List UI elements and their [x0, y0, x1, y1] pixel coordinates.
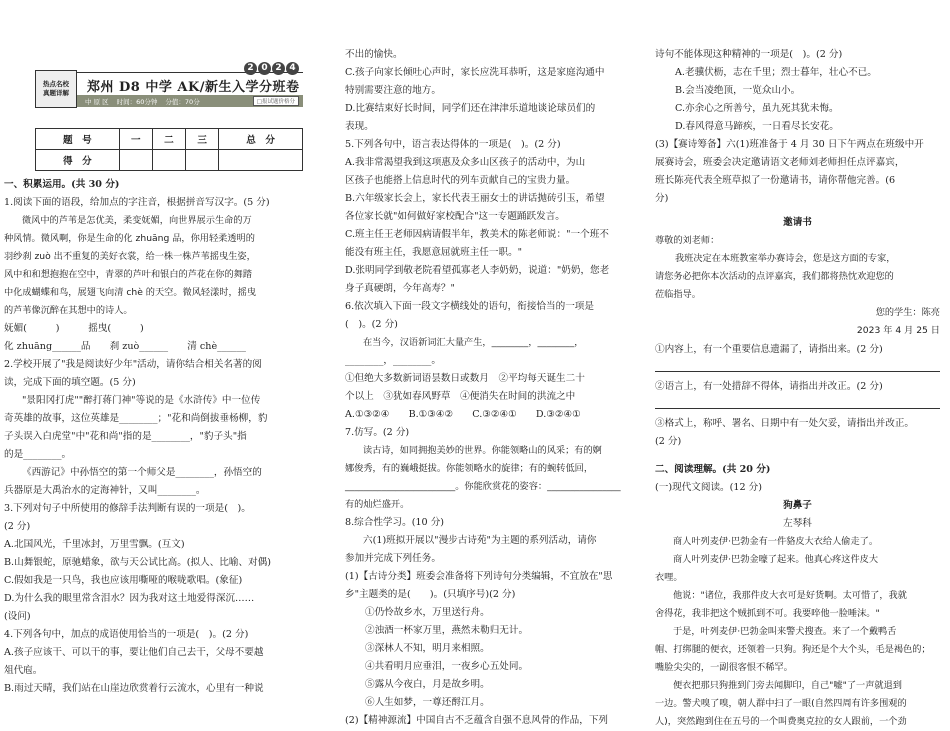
story-paragraph-line: 他说："诸位，我那件皮大衣可是好货啊。太可惜了，我就: [673, 590, 907, 601]
year-digit: 0: [258, 62, 271, 75]
text-line: ③深林人不知，明月来相照。: [365, 643, 490, 654]
text-line: 班长陈亮代表全班草拟了一份邀请书，请你帮他完善。(6: [655, 175, 896, 186]
text-line: C.孩子向家长倾吐心声时，家长应洗耳恭听，这是家庭沟通中: [345, 67, 605, 78]
text-line: 7.仿写。(2 分): [345, 427, 410, 438]
text-line: ②浊酒一杯家万里，燕然未勒归无计。: [365, 625, 529, 636]
text-line: 2.学校开展了"我是阅读好少年"活动，请你结合相关名著的阅: [4, 359, 262, 370]
exam-region: 中 原 区: [85, 97, 109, 106]
text-line: 有的灿烂盛开。: [345, 499, 410, 510]
column-2: [345, 0, 630, 726]
text-line: C.亦余心之所善兮，虽九死其犹未悔。: [675, 103, 839, 114]
story-paragraph-line: 于是，叶列麦伊·巴勃金叫来警犬搜查。来了一个戴鸭舌: [673, 626, 897, 637]
year-digit: 4: [286, 62, 299, 75]
text-line: ⑥人生如梦，一尊还酹江月。: [365, 697, 490, 708]
story-paragraph-line: 商人叶列麦伊·巴勃金嚎了起来。他真心疼这件皮大: [673, 554, 879, 565]
text-line: 子头误入白虎堂"中"花和尚"指的是________，"豹子头"指: [4, 431, 247, 442]
left-box-line: 热点名校: [43, 80, 69, 88]
text-line: (2 分): [4, 521, 31, 532]
story-paragraph-line: 人)，突然跑到住在五号的一个叫费奥克拉的女人跟前，一个劲: [655, 716, 907, 727]
text-line: 乡"主题类的是( )。(只填序号)(2 分): [345, 589, 516, 600]
text-line: 娜俊秀，有的巍峨挺拔。你能领略水的旋律；有的蜿转低回，: [345, 463, 594, 474]
question-line: ③格式上，称呼、署名、日期中有一处欠妥，请指出并改正。: [655, 418, 915, 429]
subsection-heading: (一)现代文阅读。(12 分): [655, 482, 762, 493]
text-line: 分): [655, 193, 669, 204]
text-line: 展赛诗会，班委会决定邀请语文老师刘老师担任点评嘉宾，: [655, 157, 905, 168]
text-line: A.①③②④ B.①③④② C.③②④① D.③②④①: [345, 409, 581, 420]
text-line: 的是________。: [4, 449, 72, 460]
text-line: 风中和和想抱抱在空中，青翠的芦叶和银白的芦花在你的舞踏: [4, 269, 253, 280]
exam-time: 时间：60分钟: [116, 97, 158, 106]
text-line: 兵器原是大禹治水的定海神针，又叫________。: [4, 485, 206, 496]
question-line: ①内容上，有一个重要信息遗漏了，请指出来。(2 分): [655, 344, 883, 355]
story-paragraph-line: 便衣把那只狗推到门旁去闻脚印，自己"嘘"了一声就退到: [673, 680, 902, 691]
text-line: A.我非常渴望我到这项惠及众多山区孩子的活动中，为山: [345, 157, 586, 168]
story-paragraph-line: 商人叶列麦伊·巴勃金有一件貉皮大衣给人偷走了。: [673, 536, 879, 547]
year-digit: 2: [244, 62, 257, 75]
text-line: 化 zhuāng______品 刹 zuò______ 清 chè______: [4, 341, 246, 352]
year-digit: 2: [272, 62, 285, 75]
column-1: [4, 0, 320, 694]
text-line: 微风中的芦苇是怎优美，柔变妩媚，向世界展示生命的万: [22, 215, 252, 226]
text-line: 各位家长就"如何做好家校配合"这一专题踊跃发言。: [345, 211, 565, 222]
text-line: (设问): [4, 611, 31, 622]
text-line: 奇英雄的故事，这位英雄是________；"花和尚倒拔垂杨柳，豹: [4, 413, 268, 424]
story-author: 左琴科: [783, 518, 812, 529]
text-line: 诗句不能体现这种精神的一项是( )。(2 分): [655, 49, 843, 60]
score-header-cell: 题 号: [36, 129, 120, 150]
text-line: D.比赛结束好长时间，同学们还在津津乐道地谈论球员们的: [345, 103, 596, 114]
text-line: 读古诗，如同拥抱美妙的世界。你能领略山的风采；有的婀: [363, 445, 602, 456]
text-line: 不出的愉快。: [345, 49, 403, 60]
column-3: [655, 0, 940, 727]
story-title: 狗鼻子: [783, 500, 812, 511]
text-line: B.六年级家长会上，家长代表王丽女士的讲话抛砖引玉，希望: [345, 193, 605, 204]
text-line: ( )。(2 分): [345, 319, 398, 330]
score-header-cell: 三: [186, 129, 219, 150]
text-line: "景阳冈打虎""醉打蒋门神"等说的是《水浒传》中一位传: [22, 395, 261, 406]
text-line: 4.下列各句中，加点的成语使用恰当的一项是( )。(2 分): [4, 629, 249, 640]
text-line: 表现。: [345, 121, 374, 132]
letter-date: 2023 年 4 月 25 日: [856, 325, 940, 336]
text-line: 妩媚( ) 摇曳( ): [4, 323, 144, 334]
text-line: A.老骥伏枥，志在千里；烈士暮年，壮心不已。: [675, 67, 877, 78]
text-line: 5.下列各句中，语言表达得体的一项是( )。(2 分): [345, 139, 561, 150]
score-header-cell: 总 分: [219, 129, 303, 150]
text-line: 中化成蝴蝶和鸟，展翅飞向清 chè 的天空。微风轻漾时，摇曳: [4, 287, 257, 298]
story-paragraph-line: 衣哩。: [655, 572, 683, 583]
text-line: 身子真硬朗，今年高寿？": [345, 283, 455, 294]
text-line: 8.综合性学习。(10 分): [345, 517, 445, 528]
score-header-cell: 二: [152, 129, 185, 150]
answer-line[interactable]: [655, 396, 940, 409]
letter-questions: [655, 341, 940, 731]
text-line: (2)【精神源流】中国自古不乏蕴含自强不息风骨的作品，下列: [345, 715, 609, 726]
story-paragraph-line: 一边。警犬嗅了嗅，朝人群中扫了一眼(自然四周有许多围观的: [655, 698, 907, 709]
text-line: 俎代庖。: [4, 665, 43, 676]
text-line: (1)【古诗分类】班委会准备将下列诗句分类编辑，不宜放在"思: [345, 571, 613, 582]
text-line: D.春风得意马蹄疾，一日看尽长安花。: [675, 121, 839, 132]
text-line: C.班主任王老师因病请假半年，教美术的陈老师说："一个班不: [345, 229, 609, 240]
text-line: ________，________。: [345, 355, 441, 366]
text-line: 特别需要注意的地方。: [345, 85, 441, 96]
letter-body-line: 请您务必把你本次活动的点评嘉宾，我们都将热忱欢迎您的: [655, 271, 894, 282]
story-paragraph-line: 嘴脸尖尖的，一副很客恨不稀罕。: [655, 662, 793, 673]
answer-line[interactable]: [655, 359, 940, 372]
question-line: (2 分): [655, 436, 682, 447]
text-line: A.孩子应该干、可以干的事，要让他们自己去干，父母不要越: [4, 647, 264, 658]
text-line: 3.下列对句子中所使用的修辞手法判断有误的一项是( )。: [4, 503, 251, 514]
question-line: ②语言上，有一处措辞不得体，请指出并改正。(2 分): [655, 381, 883, 392]
exam-tag: □报试题价格分: [253, 96, 299, 106]
exam-score: 分值：70分: [165, 97, 200, 106]
exam-title: 郑州 D8 中学 AK/新生入学分班卷: [87, 80, 300, 95]
text-line: B.山舞银蛇，原驰蜡象，欲与天公试比高。(拟人、比喻、对偶): [4, 557, 272, 568]
text-line: ________________________。你能欣赏花的姿容：________________: [345, 481, 621, 492]
text-line: 读，完成下面的填空题。(5 分): [4, 377, 136, 388]
text-line: A.北国风光，千里冰封，万里雪飘。(互文): [4, 539, 185, 550]
text-line: 参加并完成下列任务。: [345, 553, 441, 564]
text-line: 一、积累运用。(共 30 分): [4, 179, 120, 190]
text-line: 6.依次填入下面一段文字横线处的语句，衔接恰当的一项是: [345, 301, 594, 312]
text-line: 能没有班主任，我愿意屈就班主任一职。": [345, 247, 523, 258]
text-line: 区孩子也能搭上信息时代的列车贡献自己的宝贵力量。: [345, 175, 576, 186]
story-paragraph-line: 舍得花，我非把这个贼抓到不可。我要啐他一脸唾沫。": [655, 608, 880, 619]
text-line: D.为什么我的眼里常含泪水？因为我对这土地爱得深沉……: [4, 593, 255, 604]
text-line: C.假如我是一只鸟，我也应该用嘶哑的喉咙歌唱。(象征): [4, 575, 243, 586]
text-line: D.张明同学到敬老院看望孤寡老人李奶奶，说道："奶奶，您老: [345, 265, 610, 276]
left-box-line: 真题详解: [43, 89, 69, 97]
text-line: 在当今，汉语新词汇大量产生，________，________，: [363, 337, 584, 348]
letter-title: 邀请书: [783, 217, 812, 228]
section-heading: 二、阅读理解。(共 20 分): [655, 464, 771, 475]
score-label-cell: 得 分: [36, 150, 120, 171]
text-line: ①但绝大多数新词语昙数日或数月 ②平均每天诞生二十: [345, 373, 585, 384]
score-header-cell: 一: [119, 129, 152, 150]
text-line: 六(1)班拟开展以"漫步古诗苑"为主题的系列活动，请你: [363, 535, 597, 546]
text-line: 种风情。微风啊，你是生命的化 zhuāng 品，你用轻柔透明的: [4, 233, 255, 244]
letter-body-line: 我班决定在本班教室举办赛诗会，您是这方面的专家，: [675, 253, 896, 264]
text-line: ⑤露从今夜白，月是故乡明。: [365, 679, 490, 690]
text-line: B.会当凌绝顶，一览众山小。: [675, 85, 801, 96]
text-line: 羽纱刹 zuò 出不重复的美好衣裳，给一株一株芦苇摇曳生姿，: [4, 251, 256, 262]
story-paragraph-line: 帽、打绑腿的便衣，还领着一只狗。狗还是个大个头，毛是褐色的；: [655, 644, 931, 655]
text-line: (3)【赛诗筹备】六(1)班准备于 4 月 30 日下午两点在班级中开: [655, 139, 924, 150]
text-line: 个以上 ③犹如春风野草 ④便消失在时间的洪流之中: [345, 391, 576, 402]
letter-greeting: 尊敬的刘老师：: [655, 235, 720, 246]
text-line: 1.阅读下面的语段，给加点的字注音，根据拼音写汉字。(5 分): [4, 197, 270, 208]
letter-signature: 您的学生：陈亮: [875, 307, 940, 318]
text-line: 的芦苇像沉醉在其想中的诗人。: [4, 305, 133, 316]
text-line: B.雨过天晴，我们站在山崖边欣赏着行云流水，心里有一种说: [4, 683, 264, 694]
text-line: ①仍怜故乡水，万里送行舟。: [365, 607, 490, 618]
letter-body-line: 莅临指导。: [655, 289, 701, 300]
text-line: 《西游记》中孙悟空的第一个师父是________，孙悟空的: [22, 467, 262, 478]
text-line: ④共看明月应垂泪，一夜乡心五处同。: [365, 661, 529, 672]
invitation-letter: [655, 214, 940, 340]
